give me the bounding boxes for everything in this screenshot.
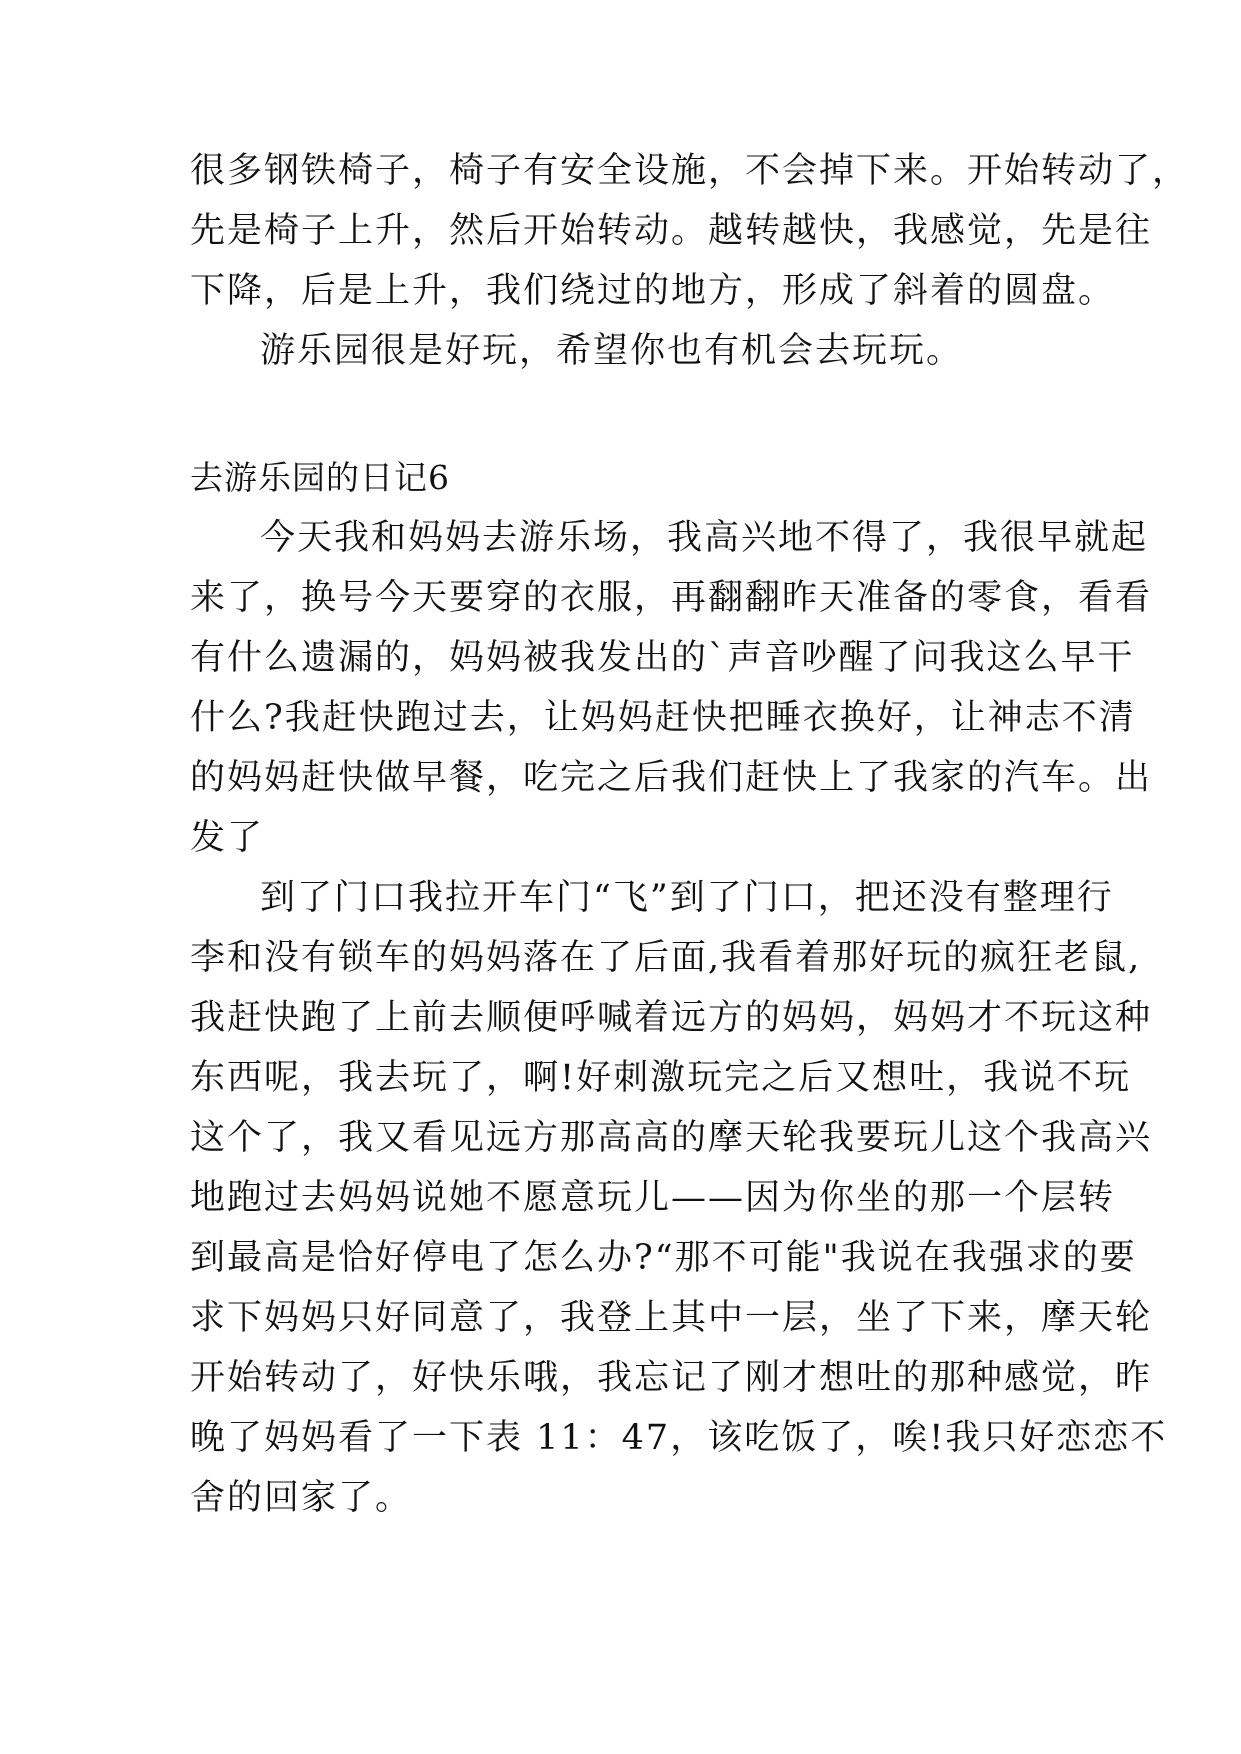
text-line: 晚了妈妈看了一下表 11：47，该吃饭了，唉!我只好恋恋不	[190, 1418, 1168, 1458]
text-line: 李和没有锁车的妈妈落在了后面,我看着那好玩的疯狂老鼠,	[190, 938, 1142, 978]
text-line: 的妈妈赶快做早餐，吃完之后我们赶快上了我家的汽车。出	[190, 758, 1153, 798]
paragraph-1	[190, 508, 1153, 868]
text-line: 来了，换号今天要穿的衣服，再翻翻昨天准备的零食，看看	[190, 578, 1153, 618]
text-line: 什么?我赶快跑过去，让妈妈赶快把睡衣换好，让神志不清	[190, 698, 1136, 738]
text-line: 这个了，我又看见远方那高高的摩天轮我要玩儿这个我高兴	[190, 1118, 1153, 1158]
text-line: 开始转动了，好快乐哦，我忘记了刚才想吐的那种感觉，昨	[190, 1358, 1153, 1398]
text-line: 到最高是恰好停电了怎么办?“那不可能"我说在我强求的要	[190, 1238, 1137, 1278]
closing-line: 游乐园很是好玩，希望你也有机会去玩玩。	[260, 331, 964, 371]
paragraph-2	[190, 868, 1168, 1528]
text-line: 下降，后是上升，我们绕过的地方，形成了斜着的圆盘。	[190, 271, 1116, 311]
text-line: 很多钢铁椅子，椅子有安全设施，不会掉下来。开始转动了，	[190, 151, 1190, 191]
text-line: 舍的回家了。	[190, 1478, 413, 1518]
text-line: 我赶快跑了上前去顺便呼喊着远方的妈妈，妈妈才不玩这种	[190, 998, 1153, 1038]
text-line: 求下妈妈只好同意了，我登上其中一层，坐了下来，摩天轮	[190, 1298, 1153, 1338]
text-line: 有什么遗漏的，妈妈被我发出的`声音吵醒了问我这么早干	[190, 638, 1135, 678]
text-line: 到了门口我拉开车门“飞”到了门口，把还没有整理行	[260, 878, 1114, 918]
text-line: 先是椅子上升，然后开始转动。越转越快，我感觉，先是往	[190, 211, 1153, 251]
section-title: 去游乐园的日记6	[190, 458, 450, 497]
text-line: 地跑过去妈妈说她不愿意玩儿——因为你坐的那一个层转	[190, 1178, 1116, 1218]
text-line: 东西呢，我去玩了，啊!好刺激玩完之后又想吐，我说不玩	[190, 1058, 1132, 1098]
continuation-paragraph	[190, 141, 1190, 381]
text-line: 今天我和妈妈去游乐场，我高兴地不得了，我很早就起	[260, 518, 1149, 558]
text-line: 发了	[190, 818, 265, 858]
